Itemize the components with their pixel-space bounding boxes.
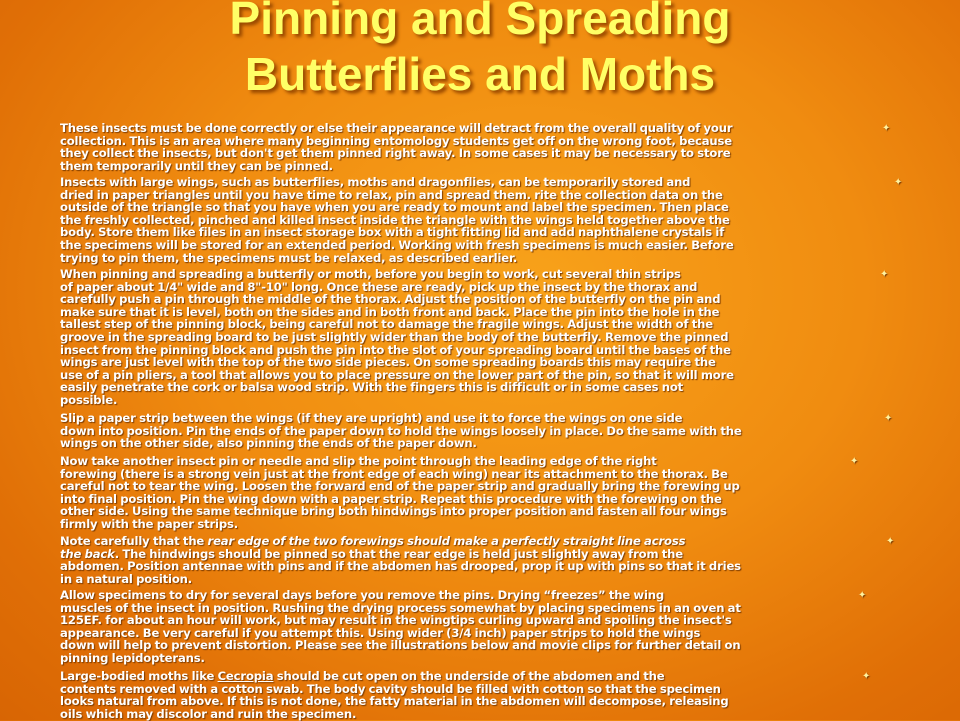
text-line: other side. Using the same technique bring both hindwings into proper position and fasten all four wings xyxy=(60,504,727,519)
text-line: down into position. Pin the ends of the paper down to hold the wings loosely in place. Do the same with the xyxy=(60,423,742,438)
text-line: wings on the other side, also pinning the ends of the paper down. xyxy=(60,436,477,451)
text-line: carefully push a pin through the middle of the thorax. Adjust the position of the butterfly on the pin and xyxy=(60,292,721,307)
text-line: tallest step of the pinning block, being careful not to damage the fragile wings. Adjust the width of the xyxy=(60,317,713,332)
title-line-2: Butterflies and Moths xyxy=(244,48,716,100)
text-line: 125EF. for about an hour will work, but may result in the wingtips curling upward and spoiling the insect's xyxy=(60,613,732,628)
text-line: outside of the triangle so that you have when you are ready to mount and label the specimen. Then place xyxy=(60,200,729,215)
text-line: groove in the spreading board to be just slightly wider than the body of the butterfly. Remove the pinned xyxy=(60,329,729,344)
cecropia-link[interactable]: Cecropia xyxy=(217,669,274,683)
text-line: Slip a paper strip between the wings (if they are upright) and use it to force the wings on one side xyxy=(60,411,683,425)
text-line: collection. This is an area where many beginning entomology students get off on the wrong foot, because xyxy=(60,133,733,148)
title-line-1: Pinning and Spreading xyxy=(229,0,731,44)
text-line: the freshly collected, pinched and killed insect inside the triangle with the wings held together above the xyxy=(60,212,730,227)
paragraph-large-moths xyxy=(60,670,729,720)
paragraph-paper-strip xyxy=(60,412,742,450)
text-line: These insects must be done correctly or else their appearance will detract from the overall quality of your xyxy=(60,121,733,135)
text-line: looks natural from above. If this is not done, the fatty material in the abdomen will decompose, releasing xyxy=(60,694,729,709)
text-line: pinning lepidopterans. xyxy=(60,650,205,665)
text-run: Large-bodied moths like xyxy=(60,669,218,683)
text-line xyxy=(60,670,729,683)
text-line: trying to pin them, the specimens must be relaxed, as described earlier. xyxy=(60,250,518,265)
text-line: wings are just level with the top of the two side pieces. On some spreading boards this may require the xyxy=(60,355,716,370)
bullet-icon: ✦ xyxy=(884,413,893,424)
bullet-icon: ✦ xyxy=(880,269,889,280)
paragraph-forewing xyxy=(60,455,740,531)
text-line: forewing (there is a strong vein just at the front edge of each wing) near its attachment to the thorax. Be xyxy=(60,466,728,481)
text-line: insect from the pinning block and push the pin into the slot of your spreading board until the bases of the xyxy=(60,342,731,357)
bullet-icon: ✦ xyxy=(886,536,895,547)
paragraph-intro xyxy=(60,122,732,172)
bullet-icon: ✦ xyxy=(882,123,891,134)
text-run: should be cut open on the underside of the abdomen and the xyxy=(273,669,665,683)
bullet-icon: ✦ xyxy=(850,456,859,467)
emphasis-text: the back xyxy=(60,546,115,561)
bullet-icon: ✦ xyxy=(862,671,871,682)
bullet-icon: ✦ xyxy=(894,177,903,188)
text-line: muscles of the insect in position. Rushing the drying process somewhat by placing specimens in an oven at xyxy=(60,600,741,615)
paragraph-rear-edge xyxy=(60,535,741,585)
text-line: Now take another insect pin or needle and slip the point through the leading edge of the right xyxy=(60,454,657,468)
text-line: firmly with the paper strips. xyxy=(60,516,239,531)
text-line: use of a pin pliers, a tool that allows you to place pressure on the lower part of the pin, so that it will more xyxy=(60,367,734,382)
text-line: in a natural position. xyxy=(60,571,193,586)
paragraph-pinning xyxy=(60,268,734,407)
text-run: . The hindwings should be pinned so that the rear edge is held just slightly away from the xyxy=(114,546,683,561)
text-line: they collect the insects, but don't get them pinned right away. In some cases it may be necessary to store xyxy=(60,146,731,161)
text-line: possible. xyxy=(60,392,118,407)
text-line: easily penetrate the cork or balsa wood strip. With the fingers this is difficult or in some cases not xyxy=(60,380,684,395)
text-line: the specimens will be stored for an extended period. Working with fresh specimens is much easier. Before xyxy=(60,237,734,252)
text-line: of paper about 1/4" wide and 8"-10" long. Once these are ready, pick up the insect by the thorax and xyxy=(60,279,698,294)
emphasis-text: rear edge of the two forewings should make a perfectly straight line across xyxy=(207,534,686,548)
text-line: oils which may discolor and ruin the specimen. xyxy=(60,706,357,721)
text-line: dried in paper triangles until you have time to relax, pin and spread them. rite the collection data on the xyxy=(60,187,723,202)
text-line: appearance. Be very careful if you attempt this. Using wider (3/4 inch) paper strips to hold the wings xyxy=(60,625,701,640)
text-line: contents removed with a cotton swab. The body cavity should be filled with cotton so that the specimen xyxy=(60,681,721,696)
text-line: abdomen. Position antennae with pins and if the abdomen has drooped, prop it up with pins so that it dries xyxy=(60,559,741,574)
text-line: down will help to prevent distortion. Please see the illustrations below and movie clips for further detail on xyxy=(60,638,741,653)
text-line: Allow specimens to dry for several days before you remove the pins. Drying “freezes” the wing xyxy=(60,588,665,602)
text-run: Note carefully that the xyxy=(60,534,208,548)
slide-title xyxy=(0,0,960,102)
text-line: Insects with large wings, such as butterflies, moths and dragonflies, can be temporarily stored and xyxy=(60,175,691,189)
text-line: careful not to tear the wing. Loosen the forward end of the paper strip and gradually bring the forewing up xyxy=(60,479,740,494)
text-line: make sure that it is level, both on the sides and in both front and back. Place the pin into the hole in the xyxy=(60,304,720,319)
text-line: into final position. Pin the wing down with a paper strip. Repeat this procedure with the forewing on the xyxy=(60,491,722,506)
text-line: When pinning and spreading a butterfly or moth, before you begin to work, cut several thin strips xyxy=(60,267,681,281)
bullet-icon: ✦ xyxy=(858,590,867,601)
text-line: body. Store them like files in an insect storage box with a tight fitting lid and add naphthalene crystals if xyxy=(60,225,725,240)
paragraph-drying xyxy=(60,589,741,665)
text-line: them temporarily until they can be pinned. xyxy=(60,158,333,173)
paragraph-temporary-storage xyxy=(60,176,734,264)
